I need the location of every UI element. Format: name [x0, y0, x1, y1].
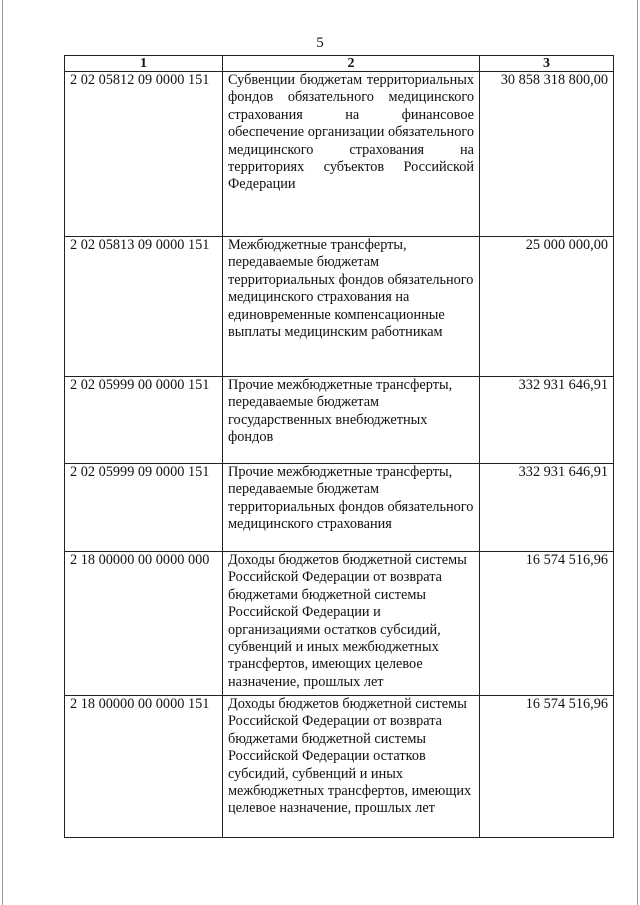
- budget-code-cell: 2 18 00000 00 0000 000: [65, 552, 223, 696]
- table-row: [65, 377, 614, 464]
- header-cell-amount: 3: [480, 56, 614, 72]
- budget-code-cell: 2 02 05812 09 0000 151: [65, 72, 223, 237]
- budget-code-cell: 2 02 05813 09 0000 151: [65, 237, 223, 377]
- table-row: [65, 552, 614, 696]
- revenue-name-cell: Межбюджетные трансферты, передаваемые бюджетам территориальных фондов обязательного медицинского страхования на единовременные компенсационные выплаты медицинским работникам: [223, 237, 480, 377]
- page-number: 5: [316, 35, 324, 51]
- budget-code-cell: 2 02 05999 00 0000 151: [65, 377, 223, 464]
- amount-cell: 332 931 646,91: [480, 464, 614, 552]
- revenue-name-cell: Субвенции бюджетам территориальных фондов обязательного медицинского страхования на финансовое обеспечение организации обязательного медицинского страхования на территориях субъектов Российской Федерации: [223, 72, 480, 237]
- revenue-name-cell: Прочие межбюджетные трансферты, передаваемые бюджетам территориальных фондов обязательного медицинского страхования: [223, 464, 480, 552]
- amount-cell: 16 574 516,96: [480, 696, 614, 838]
- table-row: [65, 464, 614, 552]
- header-cell-name: 2: [223, 56, 480, 72]
- amount-cell: 25 000 000,00: [480, 237, 614, 377]
- scan-right-edge: [637, 0, 638, 905]
- amount-cell: 30 858 318 800,00: [480, 72, 614, 237]
- amount-cell: 16 574 516,96: [480, 552, 614, 696]
- revenue-name-cell: Доходы бюджетов бюджетной системы Российской Федерации от возврата бюджетами бюджетной системы Российской Федерации остатков субсидий, субвенций и иных межбюджетных трансфертов, имеющих целевое назначение, прошлых лет: [223, 696, 480, 838]
- budget-code-cell: 2 02 05999 09 0000 151: [65, 464, 223, 552]
- table-row: [65, 696, 614, 838]
- amount-cell: 332 931 646,91: [480, 377, 614, 464]
- budget-code-cell: 2 18 00000 00 0000 151: [65, 696, 223, 838]
- header-cell-code: 1: [65, 56, 223, 72]
- table-row: [65, 72, 614, 237]
- revenue-name-cell: Доходы бюджетов бюджетной системы Российской Федерации от возврата бюджетами бюджетной системы Российской Федерации и организациями остатков субсидий, субвенций и иных межбюджетных трансфертов, имеющих целевое назначение, прошлых лет: [223, 552, 480, 696]
- revenue-name-cell: Прочие межбюджетные трансферты, передаваемые бюджетам государственных внебюджетных фондов: [223, 377, 480, 464]
- table-row: [65, 237, 614, 377]
- budget-revenue-table: [64, 55, 614, 838]
- header-row: [65, 56, 614, 72]
- scan-left-edge: [2, 0, 3, 905]
